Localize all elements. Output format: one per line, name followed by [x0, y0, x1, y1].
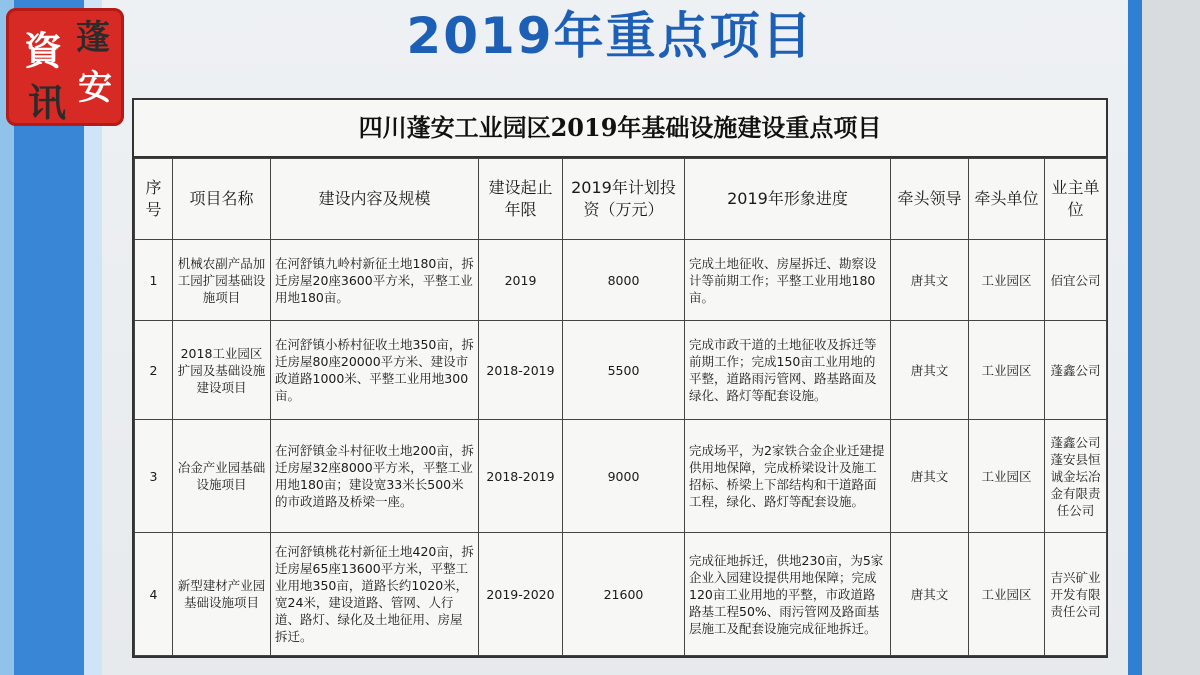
- table-row: [135, 533, 1107, 656]
- header-investment: 2019年计划投资（万元）: [563, 159, 685, 240]
- cell-leader: 唐其文: [891, 420, 969, 533]
- cell-investment: 9000: [563, 420, 685, 533]
- cell-unit: 工业园区: [969, 533, 1045, 656]
- cell-years: 2018-2019: [479, 321, 563, 420]
- project-sheet: [132, 98, 1108, 658]
- header-no: 序号: [135, 159, 173, 240]
- cell-no: 2: [135, 321, 173, 420]
- cell-leader: 唐其文: [891, 533, 969, 656]
- cell-investment: 5500: [563, 321, 685, 420]
- cell-name: 2018工业园区扩园及基础设施建设项目: [173, 321, 271, 420]
- cell-years: 2018-2019: [479, 420, 563, 533]
- table-header-row: [135, 159, 1107, 240]
- cell-content: 在河舒镇金斗村征收土地200亩，拆迁房屋32座8000平方米，平整工业用地180亩；建设宽33米长500米的市政道路及桥梁一座。: [271, 420, 479, 533]
- logo-char: 資: [24, 28, 63, 73]
- logo-char: 蓬: [76, 18, 110, 58]
- cell-progress: 完成市政干道的土地征收及拆迁等前期工作；完成150亩工业用地的平整，道路雨污管网、路基路面及绿化、路灯等配套设施。: [685, 321, 891, 420]
- cell-content: 在河舒镇小桥村征收土地350亩，拆迁房屋80座20000平方米、建设市政道路1000米、平整工业用地300亩。: [271, 321, 479, 420]
- table-row: [135, 240, 1107, 321]
- cell-owner: 吉兴矿业开发有限责任公司: [1045, 533, 1107, 656]
- cell-leader: 唐其文: [891, 240, 969, 321]
- header-years: 建设起止年限: [479, 159, 563, 240]
- cell-unit: 工业园区: [969, 321, 1045, 420]
- board-title: 2019年重点项目: [406, 7, 814, 65]
- header-progress: 2019年形象进度: [685, 159, 891, 240]
- cell-years: 2019-2020: [479, 533, 563, 656]
- header-name: 项目名称: [173, 159, 271, 240]
- cell-content: 在河舒镇九岭村新征土地180亩，拆迁房屋20座3600平方米，平整工业用地180亩。: [271, 240, 479, 321]
- cell-name: 机械农副产品加工园扩园基础设施项目: [173, 240, 271, 321]
- cell-investment: 8000: [563, 240, 685, 321]
- cell-owner: 蓬鑫公司蓬安县恒诚金坛冶金有限责任公司: [1045, 420, 1107, 533]
- header-unit: 牵头单位: [969, 159, 1045, 240]
- project-table: [134, 158, 1107, 656]
- cell-no: 3: [135, 420, 173, 533]
- header-owner: 业主单位: [1045, 159, 1107, 240]
- decor-stripe: [1142, 0, 1200, 675]
- logo-stamp: [6, 8, 124, 126]
- cell-progress: 完成场平，为2家铁合金企业迁建提供用地保障，完成桥梁设计及施工招标、桥梁上下部结构和干道路面工程，绿化、路灯等配套设施。: [685, 420, 891, 533]
- cell-owner: 蓬鑫公司: [1045, 321, 1107, 420]
- cell-no: 4: [135, 533, 173, 656]
- cell-owner: 佰宜公司: [1045, 240, 1107, 321]
- cell-progress: 完成征地拆迁，供地230亩，为5家企业入园建设提供用地保障；完成120亩工业用地的平整，市政道路路基工程50%、雨污管网及路面基层施工及配套设施完成征地拆迁。: [685, 533, 891, 656]
- cell-investment: 21600: [563, 533, 685, 656]
- table-row: [135, 420, 1107, 533]
- cell-years: 2019: [479, 240, 563, 321]
- header-leader: 牵头领导: [891, 159, 969, 240]
- cell-name: 冶金产业园基础设施项目: [173, 420, 271, 533]
- cell-name: 新型建材产业园基础设施项目: [173, 533, 271, 656]
- cell-no: 1: [135, 240, 173, 321]
- cell-content: 在河舒镇桃花村新征土地420亩，拆迁房屋65座13600平方米，平整工业用地350亩，道路长约1020米，宽24米，建设道路、管网、人行道、路灯、绿化及土地征用、房屋拆迁。: [271, 533, 479, 656]
- cell-unit: 工业园区: [969, 240, 1045, 321]
- table-title: 四川蓬安工业园区2019年基础设施建设重点项目: [134, 100, 1106, 158]
- decor-stripe: [1128, 0, 1142, 675]
- cell-leader: 唐其文: [891, 321, 969, 420]
- table-row: [135, 321, 1107, 420]
- header-content: 建设内容及规模: [271, 159, 479, 240]
- logo-char: 安: [78, 68, 112, 108]
- cell-unit: 工业园区: [969, 420, 1045, 533]
- logo-char: 讯: [28, 80, 67, 125]
- cell-progress: 完成土地征收、房屋拆迁、勘察设计等前期工作；平整工业用地180亩。: [685, 240, 891, 321]
